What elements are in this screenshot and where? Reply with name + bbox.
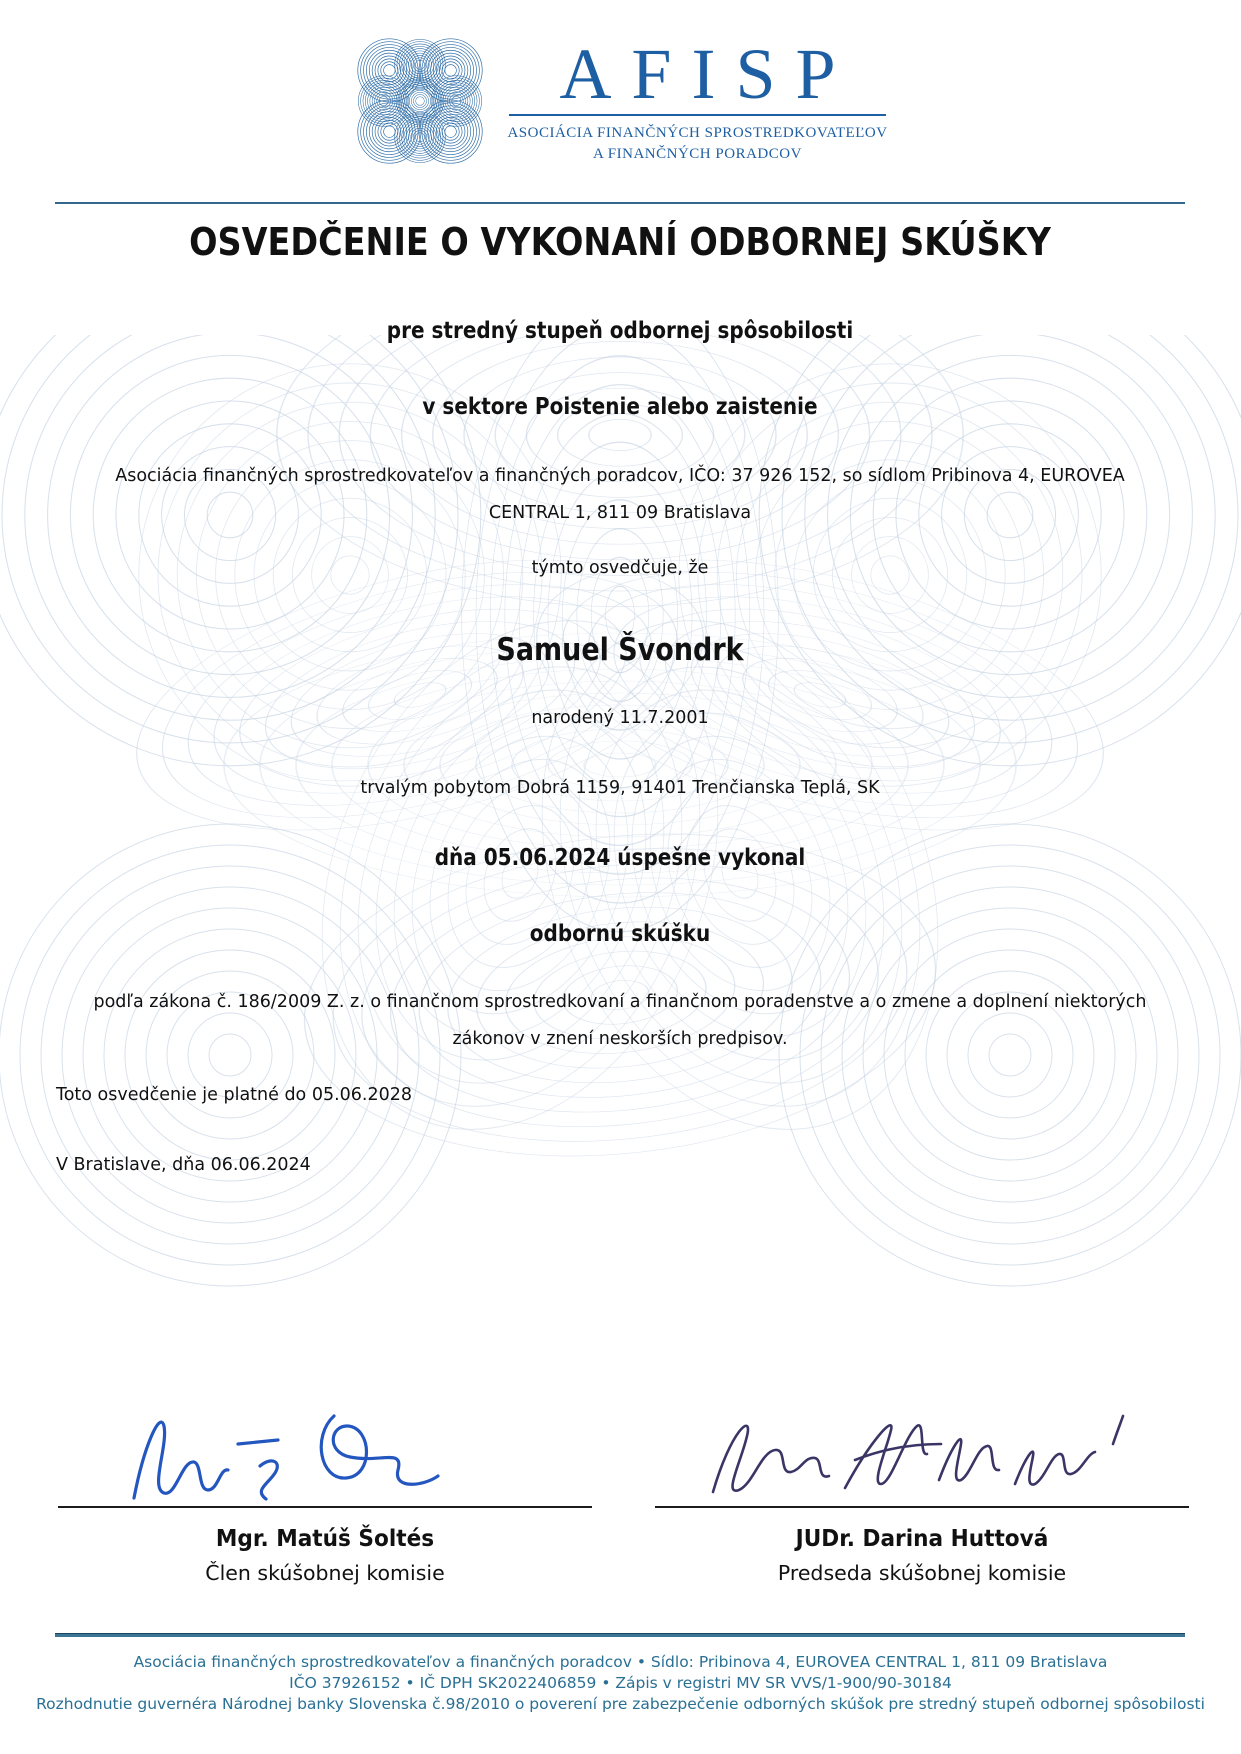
exam-line: odbornú skúšku bbox=[529, 921, 711, 947]
logo-subtitle-line2: A FINANČNÝCH PORADCOV bbox=[593, 145, 802, 162]
validity-line: Toto osvedčenie je platné do 05.06.2028 bbox=[56, 1085, 413, 1105]
footer bbox=[30, 1652, 1211, 1715]
logo-divider bbox=[509, 114, 885, 116]
signature-block-huttova bbox=[655, 1398, 1189, 1585]
signature-soltes-ink bbox=[58, 1398, 592, 1506]
footer-divider bbox=[55, 1633, 1185, 1637]
certificate-title: OSVEDČENIE O VYKONANÍ ODBORNEJ SKÚŠKY bbox=[189, 220, 1051, 264]
logo-brand-text: AFISP bbox=[559, 34, 856, 115]
signature-line-soltes bbox=[58, 1506, 592, 1508]
logo-subtitle-line1: ASOCIÁCIA FINANČNÝCH SPROSTREDKOVATEĽOV bbox=[507, 125, 888, 142]
signer-name-soltes: Mgr. Matúš Šoltés bbox=[215, 1524, 435, 1552]
signer-name-huttova: JUDr. Darina Huttová bbox=[795, 1524, 1049, 1552]
certificate-level-line: pre stredný stupeň odbornej spôsobilosti bbox=[386, 318, 854, 344]
afisp-rosette-icon bbox=[353, 34, 487, 168]
signature-line-huttova bbox=[655, 1506, 1189, 1508]
afisp-wordmark bbox=[507, 34, 888, 164]
exam-date-line: dňa 05.06.2024 úspešne vykonal bbox=[434, 845, 806, 871]
signature-huttova-ink bbox=[655, 1398, 1189, 1506]
signature-block-soltes bbox=[58, 1398, 592, 1585]
law-paragraph: podľa zákona č. 186/2009 Z. z. o finančnom sprostredkovaní a finančnom poradenstve a o zmene a doplnení niektorých zákonov v znení neskorších predpisov. bbox=[93, 992, 1147, 1049]
issuer-paragraph: Asociácia finančných sprostredkovateľov a finančných poradcov, IČO: 37 926 152, so sídlom Pribinova 4, EUROVEA CENTRAL 1, 811 09 Bratislava bbox=[115, 466, 1125, 523]
signer-role-huttova: Predseda skúšobnej komisie bbox=[777, 1561, 1067, 1585]
signer-role-soltes: Člen skúšobnej komisie bbox=[205, 1561, 445, 1585]
footer-line-3: Rozhodnutie guvernéra Národnej banky Slovenska č.98/2010 o poverení pre zabezpečenie odborných skúšok pre stredný stupeň odbornej spôsobilosti bbox=[36, 1695, 1205, 1713]
birth-line: narodený 11.7.2001 bbox=[531, 708, 709, 728]
certifies-line: týmto osvedčuje, že bbox=[531, 558, 709, 578]
afisp-logo bbox=[0, 34, 1241, 168]
residence-line: trvalým pobytom Dobrá 1159, 91401 Trenčianska Teplá, SK bbox=[360, 778, 880, 798]
certificate-sector-line: v sektore Poistenie alebo zaistenie bbox=[422, 394, 818, 420]
footer-line-1: Asociácia finančných sprostredkovateľov a finančných poradcov • Sídlo: Pribinova 4, EUROVEA CENTRAL 1, 811 09 Bratislava bbox=[133, 1653, 1108, 1671]
holder-name: Samuel Švondrk bbox=[496, 632, 744, 668]
header-divider bbox=[55, 202, 1185, 204]
issued-line: V Bratislave, dňa 06.06.2024 bbox=[56, 1155, 311, 1175]
footer-line-2: IČO 37926152 • IČ DPH SK2022406859 • Zápis v registri MV SR VVS/1-900/90-30184 bbox=[289, 1674, 952, 1692]
signatures-section bbox=[58, 1398, 1189, 1585]
